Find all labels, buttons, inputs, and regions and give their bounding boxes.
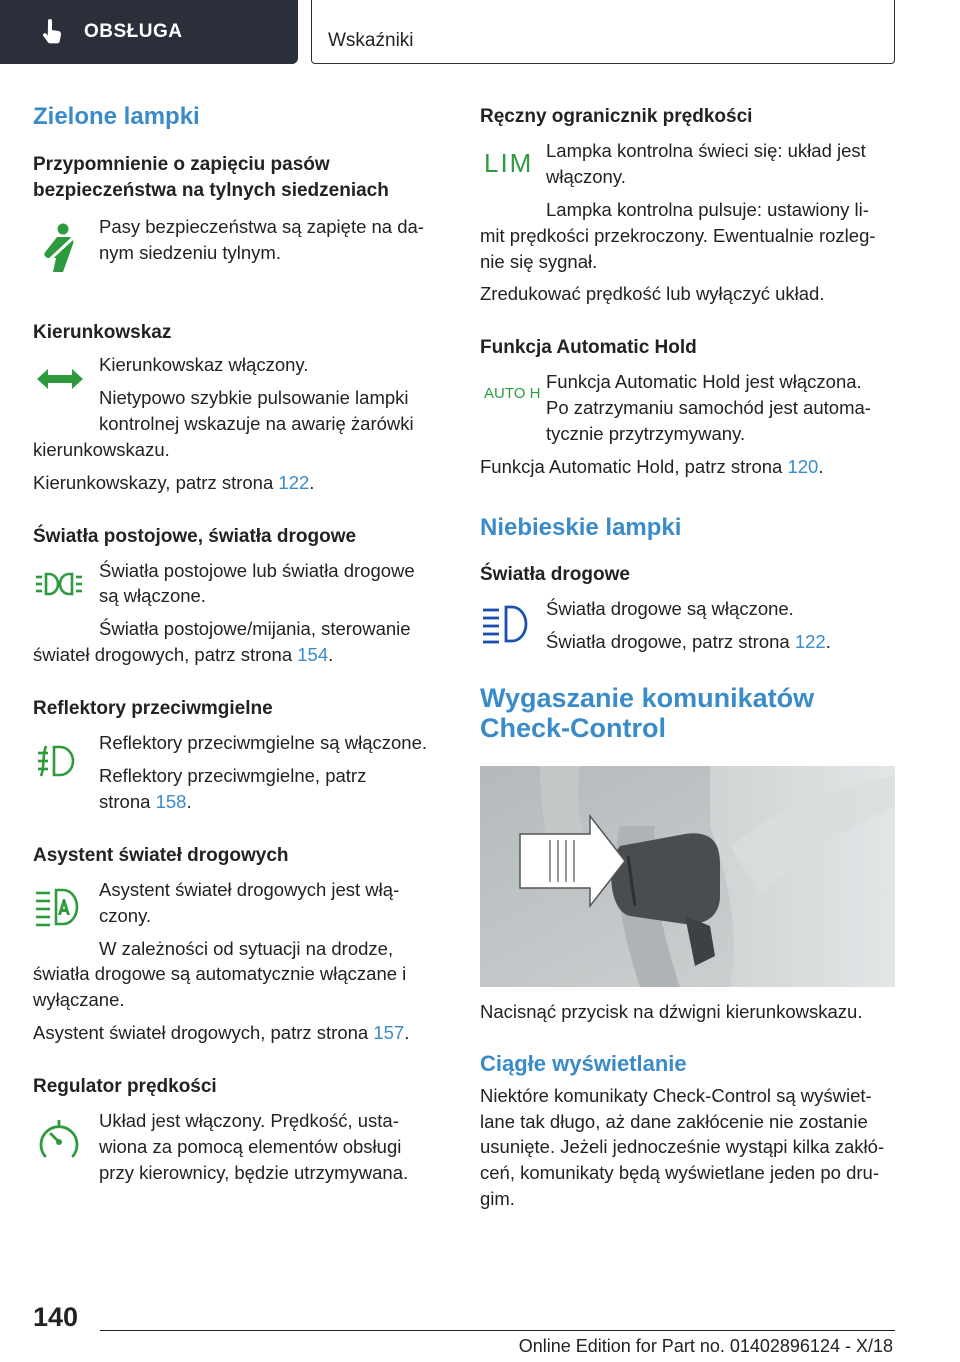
heading-blue-lamps: Niebieskie lampki [480, 513, 682, 541]
highbeam-assist-desc-1: W zależności od sytuacji na drodze, [99, 937, 394, 959]
turn-signal-fast-end: kierunkowskazu. [33, 438, 170, 460]
seatbelt-title: Przypomnienie o zapięciu pasów bezpieczeństwa na tylnych siedzeniach [33, 154, 389, 202]
parking-lights-title: Światła postojowe, światła drogowe [33, 525, 357, 547]
high-beams-title: Światła drogowe [480, 563, 630, 585]
page-link[interactable]: 122 [794, 630, 826, 652]
section-tab[interactable] [0, 0, 298, 64]
page-link[interactable]: 157 [373, 1022, 405, 1044]
fog-lights-title: Reflektory przeciwmgielne [33, 698, 273, 720]
turn-signal-ref: Kierunkowskazy, patrz strona 122. [33, 471, 315, 493]
autohold-on: Funkcja Automatic Hold jest włączona. Po zatrzymaniu samochód jest automa- tycznie przytrzymywany. [546, 371, 871, 445]
limiter-pulse-cont: mit prędkości przekroczony. Ewentualnie rozleg- nie się sygnał. [480, 224, 876, 272]
limiter-action: Zredukować prędkość lub wyłączyć układ. [480, 283, 825, 305]
parking-lights-ref: świateł drogowych, patrz strona 154. [33, 644, 334, 666]
autohold-title: Funkcja Automatic Hold [480, 337, 697, 359]
turn-signal-on: Kierunkowskaz włączony. [99, 354, 309, 376]
footer-divider [100, 1330, 895, 1331]
photo-caption: Nacisnąć przycisk na dźwigni kierunkowskazu. [480, 1000, 863, 1022]
cruise-control-text: Układ jest włączony. Prędkość, usta- wiona za pomocą elementów obsługi przy kierownicy, będzie utrzymywana. [99, 1110, 409, 1183]
high-beams-ref: Światła drogowe, patrz strona 122. [546, 630, 831, 652]
cruise-control-title: Regulator prędkości [33, 1076, 217, 1098]
turn-signal-icon [37, 368, 83, 390]
section-autohold [480, 335, 895, 480]
parking-lights-control: Światła postojowe/mijania, sterowanie [99, 618, 411, 640]
continuous-display-title: Ciągłe wyświetlanie [480, 1050, 687, 1076]
section-fog-lights [33, 696, 448, 815]
limiter-on: Lampka kontrolna świeci się: układ jest włączony. [546, 140, 866, 187]
cruise-control-icon [37, 1120, 81, 1162]
highbeam-assist-on: Asystent świateł drogowych jest włą- czony. [99, 878, 400, 926]
fog-lights-ref: Reflektory przeciwmgielne, patrz strona 158. [99, 764, 367, 812]
section-turn-signal [33, 320, 448, 495]
auto-hold-icon: AUTO H [484, 385, 541, 403]
hand-touch-icon [42, 19, 64, 45]
continuous-display-text: Niektóre komunikaty Check-Control są wyświet- lane tak długo, aż dane zakłócenie nie zostanie usunięte. Jeżeli jednocześnie wystąpi kilka zakłó- ceń, komunikaty będą wyświetlane jeden po dru- gim. [480, 1084, 885, 1210]
fog-lights-on: Reflektory przeciwmgielne są włączone. [99, 732, 427, 754]
turn-signal-lever-photo [480, 766, 895, 987]
right-column [480, 100, 895, 1212]
section-highbeam-assist [33, 843, 448, 1046]
high-beam-assistant-icon [35, 887, 83, 927]
section-title: OBSŁUGA [84, 21, 183, 42]
speed-limiter-icon: LIM [484, 148, 534, 178]
page-link[interactable]: 154 [297, 644, 329, 666]
highbeam-assist-title: Asystent świateł drogowych [33, 844, 289, 866]
parking-lights-on: Światła postojowe lub światła drogowe są włączone. [99, 559, 415, 607]
front-fog-lights-icon [37, 744, 77, 778]
topic-title: Wskaźniki [328, 30, 414, 51]
highbeam-assist-ref: Asystent świateł drogowych, patrz strona 157. [33, 1022, 410, 1044]
section-high-beams [480, 562, 895, 655]
limiter-title: Ręczny ogranicznik prędkości [480, 106, 753, 127]
parking-lights-icon [35, 572, 83, 596]
highbeam-assist-desc-2: światła drogowe są automatycznie włączane i wyłączane. [33, 963, 407, 1011]
heading-check-control: Wygaszanie komunikatów Check-Control [480, 682, 815, 744]
turn-signal-title: Kierunkowskaz [33, 322, 172, 344]
page-link[interactable]: 120 [787, 456, 819, 478]
autohold-ref: Funkcja Automatic Hold, patrz strona 120. [480, 456, 824, 478]
limiter-pulse: Lampka kontrolna pulsuje: ustawiony li- [546, 198, 869, 220]
left-column [33, 100, 448, 1186]
page-number: 140 [33, 1302, 79, 1332]
seatbelt-text: Pasy bezpieczeństwa są zapięte na da- nym siedzeniu tylnym. [99, 216, 424, 263]
high-beams-on: Światła drogowe są włączone. [546, 597, 794, 619]
topic-header [311, 0, 895, 64]
turn-signal-fast: Nietypowo szybkie pulsowanie lampki kontrolnej wskazuje na awarię żarówki [99, 386, 414, 434]
page-link[interactable]: 122 [278, 471, 310, 493]
page-link[interactable]: 158 [155, 790, 187, 812]
heading-green-lamps: Zielone lampki [33, 103, 200, 130]
seatbelt-reminder-icon [41, 222, 77, 274]
section-seatbelt [33, 152, 448, 304]
section-parking-lights [33, 524, 448, 669]
edition-note: Online Edition for Part no. 01402896124 - X/18 [518, 1336, 893, 1356]
high-beam-icon [482, 604, 532, 644]
section-cruise-control [33, 1074, 448, 1186]
